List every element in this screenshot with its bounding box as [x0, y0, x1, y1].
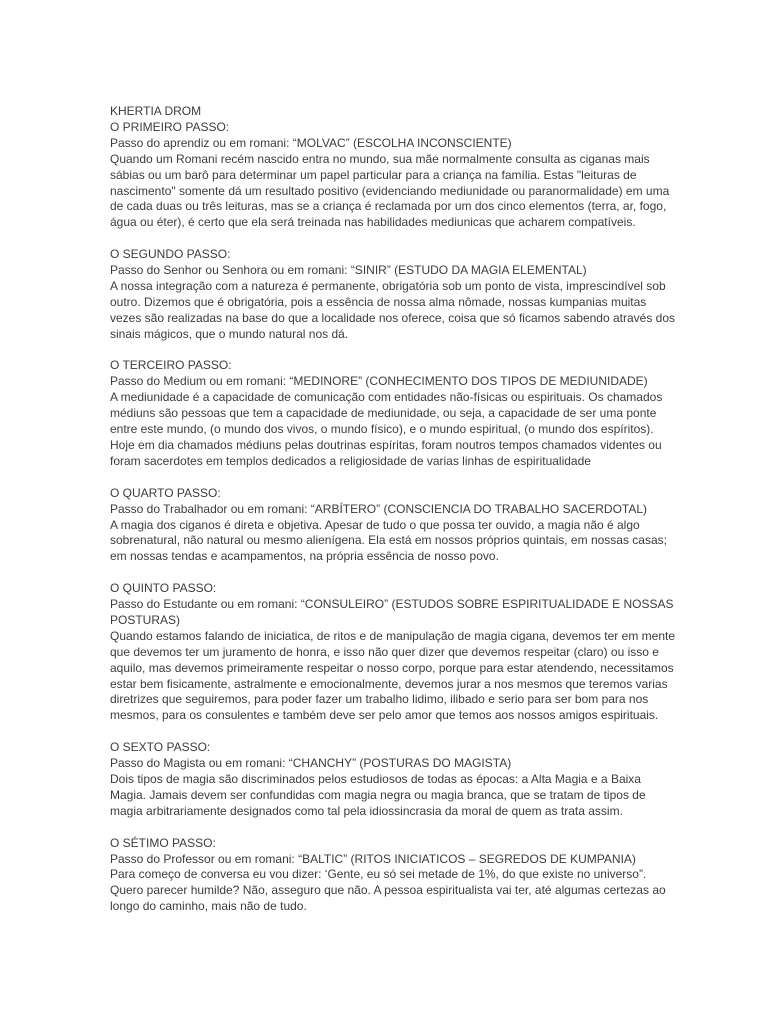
section-subtitle: Passo do aprendiz ou em romani: “MOLVAC” (ESCOLHA INCONSCIENTE)	[110, 135, 512, 150]
body-text-line: estar bem fisicamente, astralmente e emocionalmente, devemos jurar a nos mesmos que teremos varias	[110, 676, 668, 691]
section-heading: O SEGUNDO PASSO:	[110, 247, 231, 262]
section-heading: O QUARTO PASSO:	[110, 485, 221, 500]
document-body	[110, 120, 688, 915]
section-heading: O SÉTIMO PASSO:	[110, 835, 216, 850]
body-text-line: POSTURAS)	[110, 612, 181, 627]
body-text-line: mesmos, para os consulentes e também deve ser pelo amor que temos aos nossos amigos espirituais.	[110, 708, 659, 723]
section	[110, 343, 688, 470]
body-text-line: Quero parecer humilde? Não, asseguro que não. A pessoa espiritualista vai ter, até algumas certezas ao	[110, 883, 666, 898]
section	[110, 565, 688, 724]
body-text-line: médiuns são pessoas que tem a capacidade de mediunidade, ou seja, a capacidade de ser uma ponte	[110, 406, 657, 421]
body-text-line: diretrizes que seguiremos, para poder fazer um trabalho lidimo, ilibado e serio para ser bom para nos	[110, 692, 649, 707]
section-heading: O TERCEIRO PASSO:	[110, 358, 232, 373]
section	[110, 724, 688, 819]
section-subtitle: Passo do Estudante ou em romani: “CONSULEIRO” (ESTUDOS SOBRE ESPIRITUALIDADE E NOSSAS	[110, 597, 674, 612]
paragraph-gap	[110, 470, 688, 486]
section	[110, 231, 688, 342]
body-text-line: Dois tipos de magia são discriminados pelos estudiosos de todas as épocas: a Alta Magia e a Baixa	[110, 771, 641, 786]
section-subtitle: Passo do Trabalhador ou em romani: “ARBÍTERO” (CONSCIENCIA DO TRABALHO SACERDOTAL)	[110, 501, 648, 516]
section-subtitle: Passo do Senhor ou Senhora ou em romani: “SINIR” (ESTUDO DA MAGIA ELEMENTAL)	[110, 263, 587, 278]
document-title: KHERTIA DROM	[110, 104, 202, 118]
body-text-line: entre este mundo, (o mundo dos vivos, o mundo físico), e o mundo espiritual, (o mundo dos espíritos).	[110, 422, 654, 437]
body-text-line: em nossas tendas e acampamentos, na própria essência de nosso povo.	[110, 549, 499, 564]
body-text-line: Quando estamos falando de iniciatica, de ritos e de manipulação de magia cigana, devemos ter em mente	[110, 628, 675, 643]
body-text-line: longo do caminho, mais não de tudo.	[110, 899, 307, 914]
body-text-line: sábias ou um barô para determinar um papel particular para a criança na família. Estas "leituras de	[110, 167, 637, 182]
body-text-line: magia arbitrariamente designados como tal pela idiossincrasia da moral de quem as trata assim.	[110, 803, 623, 818]
body-text-line: nascimento" somente dá um resultado positivo (evidenciando mediunidade ou paranormalidade) em uma	[110, 183, 670, 198]
body-text-line: A nossa integração com a natureza é permanente, obrigatória sob um ponto de vista, imprescindível sob	[110, 278, 666, 293]
paragraph-gap	[110, 565, 688, 581]
body-text-line: A mediunidade é a capacidade de comunicação com entidades não-físicas ou espirituais. Os chamados	[110, 390, 663, 405]
body-text-line: aquilo, mas devemos primeiramente respeitar o nosso corpo, porque para estar atendendo, necessitamos	[110, 660, 674, 675]
section-subtitle: Passo do Medium ou em romani: “MEDINORE” (CONHECIMENTO DOS TIPOS DE MEDIUNIDADE)	[110, 374, 648, 389]
body-text-line: vezes são realizadas na base do que a localidade nos oferece, coisa que só ficamos sabendo através dos	[110, 310, 676, 325]
body-text-line: Hoje em dia chamados médiuns pelas doutrinas espíritas, foram noutros tempos chamados videntes ou	[110, 438, 662, 452]
paragraph-gap	[110, 724, 688, 740]
body-text-line: sobrenatural, não natural ou mesmo alienígena. Ela está em nossos próprios quintais, em nossas casas;	[110, 533, 667, 548]
section-heading: O SEXTO PASSO:	[110, 740, 211, 755]
body-text-line: água ou éter), é certo que ela será treinada nas habilidades mediunicas que acharem compatíveis.	[110, 215, 636, 230]
body-text-line: Para começo de conversa eu vou dizer: ‘Gente, eu só sei metade de 1%, do que existe no universo”.	[110, 867, 647, 882]
body-text-line: Quando um Romani recém nascido entra no mundo, sua mãe normalmente consulta as ciganas mais	[110, 151, 650, 166]
body-text-line: A magia dos ciganos é direta e objetiva. Apesar de tudo o que possa ter ouvido, a magia não é algo	[110, 517, 640, 532]
section-heading: O QUINTO PASSO:	[110, 581, 217, 596]
section-subtitle: Passo do Professor ou em romani: “BALTIC” (RITOS INICIATICOS – SEGREDOS DE KUMPANIA)	[110, 851, 636, 866]
section	[110, 120, 688, 231]
section	[110, 820, 688, 915]
body-text-line: outro. Dizemos que é obrigatória, pois a essência de nossa alma nômade, nossas kumpanias muitas	[110, 294, 647, 309]
body-text-line: que devemos ter um juramento de honra, e isso não quer dizer que devemos respeitar (claro) ou isso e	[110, 644, 659, 659]
section-heading: O PRIMEIRO PASSO:	[110, 119, 230, 134]
body-text-line: de cada duas ou três leituras, mas se a criança é reclamada por um dos cinco elementos (terra, ar, fogo,	[110, 199, 667, 214]
body-text-line: Magia. Jamais devem ser confundidas com magia negra ou magia branca, que se tratam de tipos de	[110, 787, 646, 802]
paragraph-gap	[110, 231, 688, 247]
section	[110, 470, 688, 565]
body-text-line: sinais mágicos, que o mundo natural nos dá.	[110, 326, 349, 341]
paragraph-gap	[110, 820, 688, 836]
section-subtitle: Passo do Magista ou em romani: “CHANCHY” (POSTURAS DO MAGISTA)	[110, 756, 512, 771]
body-text-line: foram sacerdotes em templos dedicados a religiosidade de varias linhas de espiritualidade	[110, 453, 591, 468]
paragraph-gap	[110, 343, 688, 359]
